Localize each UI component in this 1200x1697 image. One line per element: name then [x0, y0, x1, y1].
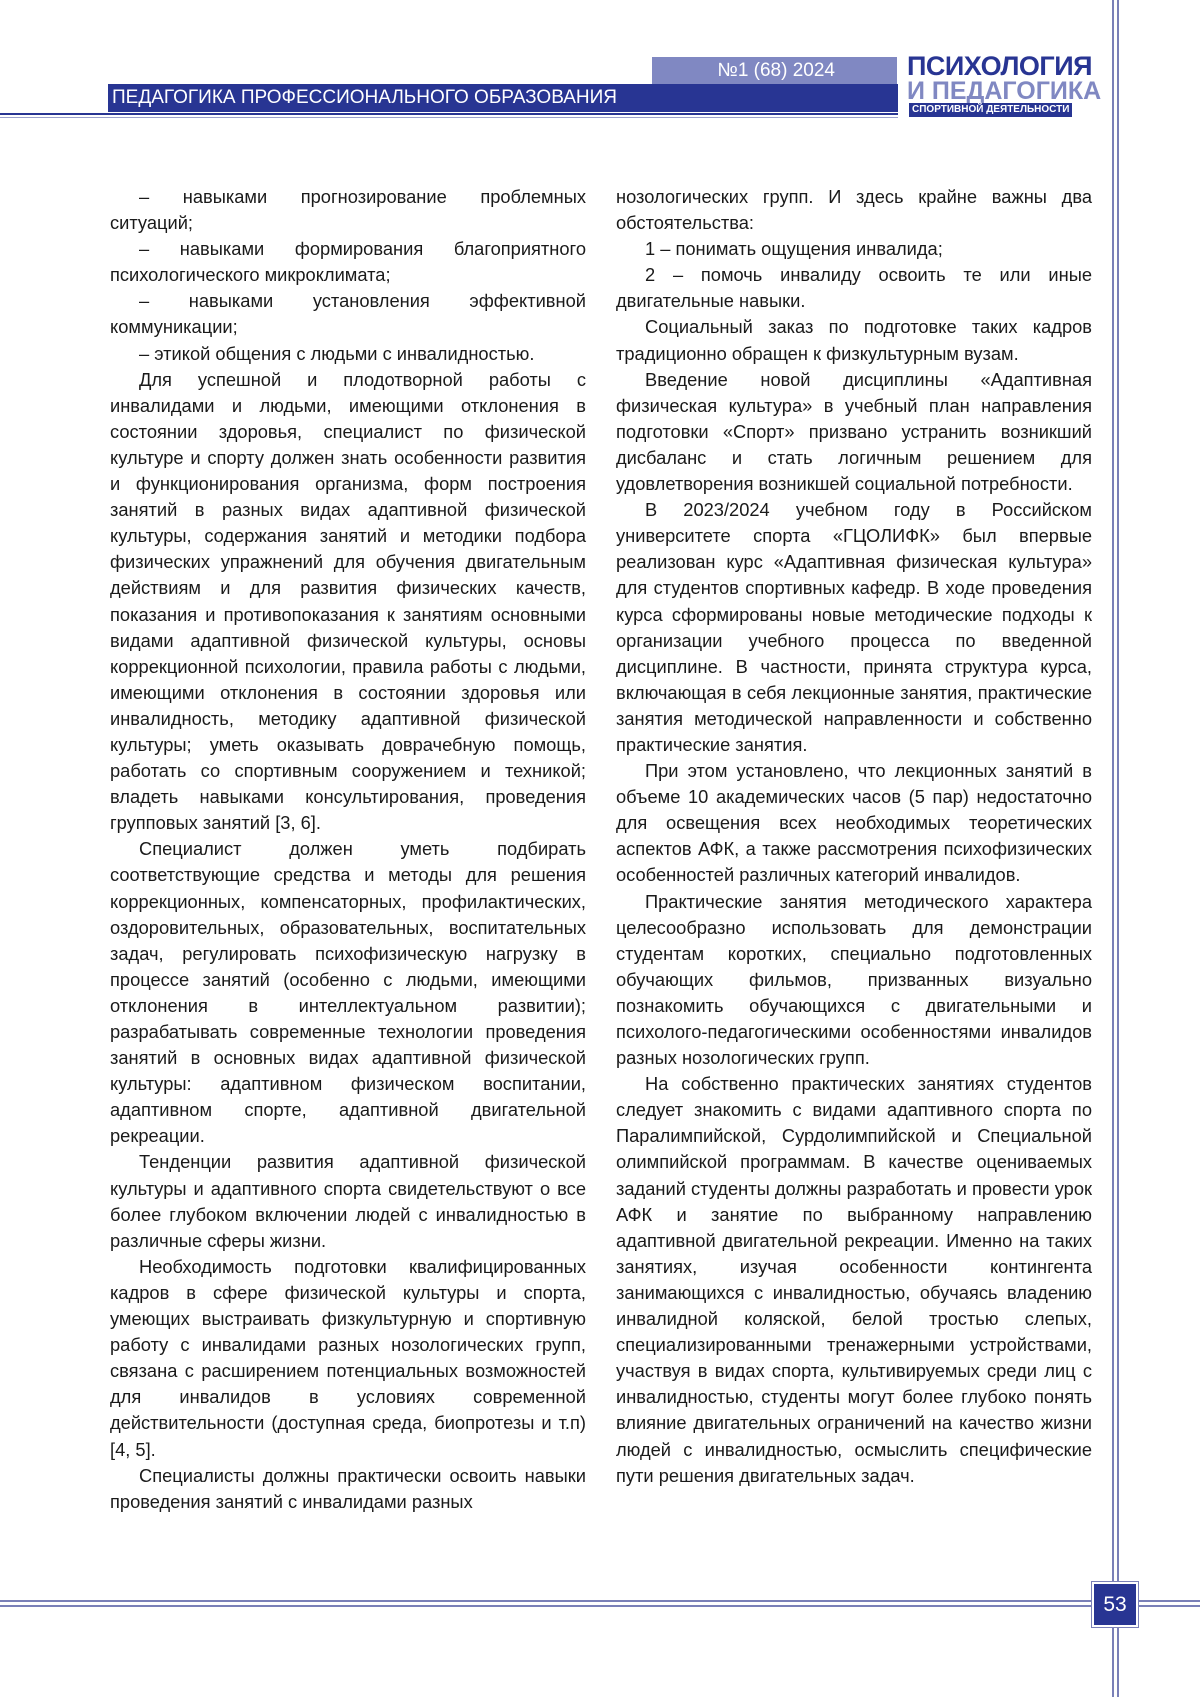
- paragraph: – навыками установления эффективной коммуникации;: [110, 288, 586, 340]
- decorative-horizontal-line: [0, 1600, 1200, 1602]
- decorative-vertical-line: [1112, 0, 1114, 1697]
- paragraph: Специалисты должны практически освоить навыки проведения занятий с инвалидами разных: [110, 1463, 586, 1515]
- paragraph: В 2023/2024 учебном году в Российском университете спорта «ГЦОЛИФК» был впервые реализован курс «Адаптивная физическая культура» для студентов спортивных кафедр. В ходе проведения курса сформированы новые методические подходы к организации учебного процесса по введенной дисциплине. В частности, принята структура курса, включающая в себя лекционные занятия, практические занятия методической направленности и собственно практические занятия.: [616, 497, 1092, 758]
- page-number-box: [1091, 1581, 1139, 1628]
- paragraph: 1 – понимать ощущения инвалида;: [616, 236, 1092, 262]
- paragraph: Необходимость подготовки квалифицированных кадров в сфере физической культуры и спорта, умеющих выстраивать физкультурную и спортивную работу с инвалидами разных нозологических групп, связана с расширением потенциальных возможностей для инвалидов в условиях современной действительности (доступная среда, биопротезы и т.п) [4, 5].: [110, 1254, 586, 1463]
- paragraph: Практические занятия методического характера целесообразно использовать для демонстрации студентам коротких, специально подготовленных обучающих фильмов, призванных визуально познакомить обучающихся с двигательными и психолого-педагогическими особенностями инвалидов разных нозологических групп.: [616, 889, 1092, 1072]
- journal-logo-line2: И ПЕДАГОГИКА: [907, 78, 1101, 104]
- paragraph: Для успешной и плодотворной работы с инвалидами и людьми, имеющими отклонения в состоянии здоровья, специалист по физической культуре и спорту должен знать особенности развития и функционирования организма, форм построения занятий в разных видах адаптивной физической культуры, содержания занятий и методики подбора физических упражнений для обучения двигательным действиям и для развития физических качеств, показания и противопоказания к занятиям основными видами адаптивной физической культуры, основы коррекционной психологии, правила работы с людьми, имеющими отклонения в состоянии здоровья или инвалидность, методику адаптивной физической культуры; уметь оказывать доврачебную помощь, работать со спортивным сооружением и техникой; владеть навыками консультирования, проведения групповых занятий [3, 6].: [110, 367, 586, 837]
- paragraph: На собственно практических занятиях студентов следует знакомить с видами адаптивного спорта по Паралимпийской, Сурдолимпийской и Специальной олимпийской программам. В качестве оцениваемых заданий студенты должны разработать и провести урок АФК и занятие по выбранному направлению адаптивной двигательной рекреации. Именно на таких занятиях, изучая особенности контингента занимающихся с инвалидностью, обучаясь владению инвалидной коляской, белой тростью слепых, специализированными тренажерными устройствами, участвуя в видах спорта, культивируемых среди лиц с инвалидностью, студенты могут более глубоко понять влияние двигательных ограничений на качество жизни людей с инвалидностью, осмыслить специфические пути решения двигательных задач.: [616, 1071, 1092, 1489]
- paragraph: – навыками формирования благоприятного психологического микроклимата;: [110, 236, 586, 288]
- header-divider: [0, 117, 898, 118]
- paragraph: При этом установлено, что лекционных занятий в объеме 10 академических часов (5 пар) недостаточно для освещения всех необходимых теоретических аспектов АФК, а также рассмотрения психофизических особенностей различных категорий инвалидов.: [616, 758, 1092, 888]
- paragraph: нозологических групп. И здесь крайне важны два обстоятельства:: [616, 184, 1092, 236]
- right-column: [616, 184, 1092, 1489]
- section-title: ПЕДАГОГИКА ПРОФЕССИОНАЛЬНОГО ОБРАЗОВАНИЯ: [108, 84, 898, 112]
- issue-number: №1 (68) 2024: [652, 57, 897, 84]
- paragraph: Специалист должен уметь подбирать соответствующие средства и методы для решения коррекционных, компенсаторных, профилактических, оздоровительных, образовательных, воспитательных задач, регулировать психофизическую нагрузку в процессе занятий (особенно с людьми, имеющими отклонения в интеллектуальном развитии); разрабатывать современные технологии проведения занятий в основных видах адаптивной физической культуры: адаптивном физическом воспитании, адаптивном спорте, адаптивной двигательной рекреации.: [110, 836, 586, 1149]
- left-column: [110, 184, 586, 1515]
- paragraph: Социальный заказ по подготовке таких кадров традиционно обращен к физкультурным вузам.: [616, 314, 1092, 366]
- journal-logo-line1: ПСИХОЛОГИЯ: [907, 52, 1092, 80]
- paragraph: – этикой общения с людьми с инвалидностью.: [110, 341, 586, 367]
- paragraph: 2 – помочь инвалиду освоить те или иные двигательные навыки.: [616, 262, 1092, 314]
- paragraph: Тенденции развития адаптивной физической культуры и адаптивного спорта свидетельствуют о все более глубоком включении людей с инвалидностью в различные сферы жизни.: [110, 1149, 586, 1253]
- page-number: 53: [1094, 1584, 1136, 1625]
- decorative-horizontal-line: [0, 1605, 1200, 1607]
- header-divider: [0, 113, 898, 115]
- paragraph: – навыками прогнозирование проблемных ситуаций;: [110, 184, 586, 236]
- decorative-vertical-line: [1117, 0, 1119, 1697]
- journal-logo-line3: СПОРТИВНОЙ ДЕЯТЕЛЬНОСТИ: [909, 103, 1072, 117]
- paragraph: Введение новой дисциплины «Адаптивная физическая культура» в учебный план направления подготовки «Спорт» призвано устранить возникший дисбаланс и стать логичным решением для удовлетворения возникшей социальной потребности.: [616, 367, 1092, 497]
